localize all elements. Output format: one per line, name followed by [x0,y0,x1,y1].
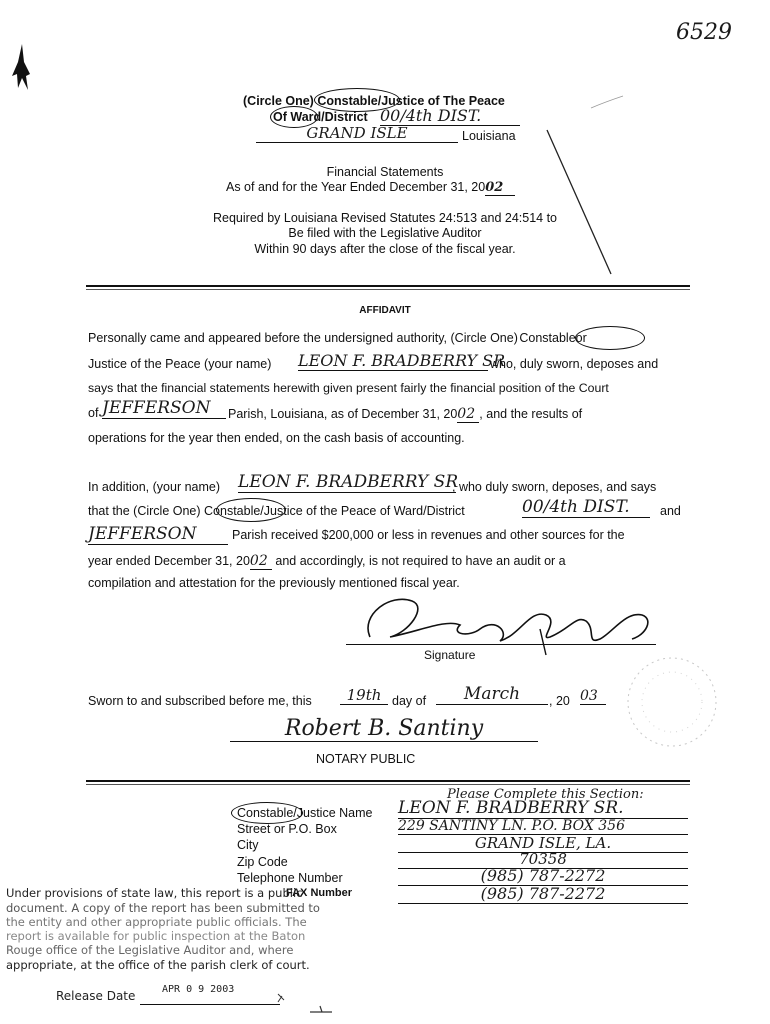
contact-label-street: Street or P.O. Box [237,822,337,836]
contact-value-name: LEON F. BRADBERRY SR. [398,798,688,819]
contact-value-street: 229 SANTINY LN. P.O. BOX 356 [398,818,688,835]
disclaimer-line5-text: Rouge office of the Legislative Auditor and, where [6,943,294,957]
sworn-day-suffix: day of [392,694,427,708]
disclaimer-line3 [6,915,307,929]
section-divider-top-thin [86,289,690,290]
affidavit-p2-line4 [88,553,566,570]
section-divider-top [86,285,690,287]
affidavit-heading: AFFIDAVIT [359,305,411,316]
signature-script [380,600,389,601]
p1-name-label: Justice of the Peace (your name) [88,357,272,371]
sworn-month-value: March [436,684,548,705]
p1-parish-text: Parish, Louisiana, as of December 31, 20 [228,407,458,421]
title-financial-statements: Financial Statements [326,165,444,179]
title-year-line [226,180,515,196]
disclaimer-line2 [6,901,320,915]
signature-line [346,644,656,645]
p1-constable-word: Constable [519,331,576,345]
header-state-label: Louisiana [462,129,516,143]
section-divider-bottom [86,780,690,782]
contact-value-phone: (985) 787-2272 [398,866,688,886]
p2-name-value: LEON F. BRADBERRY SR [238,472,459,492]
sworn-day-value: 19th [340,686,388,705]
contact-label-zip: Zip Code [237,855,288,869]
punch-mark-icon [8,42,34,98]
signature-label: Signature [424,648,476,662]
notary-label: NOTARY PUBLIC [316,752,416,766]
contact-label-fax: FAX Number [286,887,353,899]
constable-circle-p2 [216,498,286,522]
affidavit-p1-line1 [88,331,587,345]
p1-parish-value: JEFFERSON [102,398,226,419]
sworn-year-prefix: , 20 [549,694,570,708]
constable-circle-p1 [575,326,645,350]
p2-year-value: 02 [250,553,272,570]
affidavit-p1-line3: says that the financial statements herewith given present fairly the financial position of the Court [88,381,609,395]
release-date-value: APR 0 9 2003 [162,984,235,995]
p1-year-value: 02 [457,406,479,423]
p1-or-word: or [575,331,587,345]
disclaimer-line4-text: report is available for public inspection at the Baton [6,929,306,943]
p2-line2-and: and [660,504,681,518]
release-date-line [140,1004,280,1005]
header-city-value: GRAND ISLE [256,124,458,143]
contact-label-city: City [237,838,259,852]
affidavit-p1-line4-of: of [88,406,99,420]
disclaimer-line4 [6,929,305,943]
title-days-line: Within 90 days after the close of the fiscal year. [254,242,516,256]
p1-line1-text: Personally came and appeared before the undersigned authority, (Circle One) [88,331,518,345]
release-date-label: Release Date [56,989,136,1003]
p2-district-value: 00/4th DIST. [522,497,650,518]
p2-line1-rest: , who duly sworn, deposes, and says [452,480,657,494]
affidavit-p2-line5: compilation and attestation for the previously mentioned fiscal year. [88,576,460,590]
title-statute-line: Required by Louisiana Revised Statutes 24:513 and 24:514 to [213,211,557,225]
contact-value-fax: (985) 787-2272 [398,884,688,904]
p2-audit-text: and accordingly, is not required to have an audit or a [275,554,566,568]
affidavit-p1-line4-rest [228,406,582,423]
disclaimer-line3-text: the entity and other appropriate public officials. The [6,915,307,929]
sworn-prefix: Sworn to and subscribed before me, this [88,694,312,708]
header-line2-label: Of Ward/District [273,110,368,124]
title-year-value: 02 [485,180,515,196]
p1-name-value: LEON F. BRADBERRY SR [298,351,506,370]
p1-line2-rest: who, duly sworn, deposes and [490,357,659,371]
contact-heading: Please Complete this Section: [447,787,644,802]
contact-value-zip: 70358 [398,850,688,869]
contact-value-city: GRAND ISLE, LA. [398,834,688,853]
notary-signature: Robert B. Santiny [230,716,538,742]
title-filed-line: Be filed with the Legislative Auditor [288,226,482,240]
disclaimer-line2-text: document. A copy of the report has been submitted to [6,901,320,915]
p2-line2-text: that the (Circle One) Constable/Justice of the Peace of Ward/District [88,504,465,518]
contact-label-name: Constable/Justice Name [237,806,373,820]
header-line1: (Circle One) Constable/Justice of The Peace [243,94,505,108]
contact-label-phone: Telephone Number [237,871,343,885]
p2-year-text: year ended December 31, 20 [88,554,250,568]
p2-line3-rest: Parish received $200,000 or less in revenues and other sources for the [232,528,625,542]
stray-pen-marks [270,990,340,1020]
notary-seal-faint-icon [612,652,732,752]
disclaimer-line1: Under provisions of state law, this report is a public [6,886,303,900]
header-district-value: 00/4th DIST. [380,106,520,126]
p2-name-label: In addition, (your name) [88,480,221,494]
p1-results-text: , and the results of [479,407,583,421]
disclaimer-line5 [6,943,293,957]
title-year-prefix: As of and for the Year Ended December 31, 20 [226,180,486,194]
sworn-year-value: 03 [580,688,606,705]
section-divider-bottom-thin [86,784,690,785]
document-number: 6529 [676,20,732,45]
affidavit-p1-line5: operations for the year then ended, on the cash basis of accounting. [88,431,465,445]
p2-parish-value: JEFFERSON [88,524,228,545]
affidavit-p1-line2 [88,357,271,371]
disclaimer-line6: appropriate, at the office of the parish clerk of court. [6,958,310,972]
